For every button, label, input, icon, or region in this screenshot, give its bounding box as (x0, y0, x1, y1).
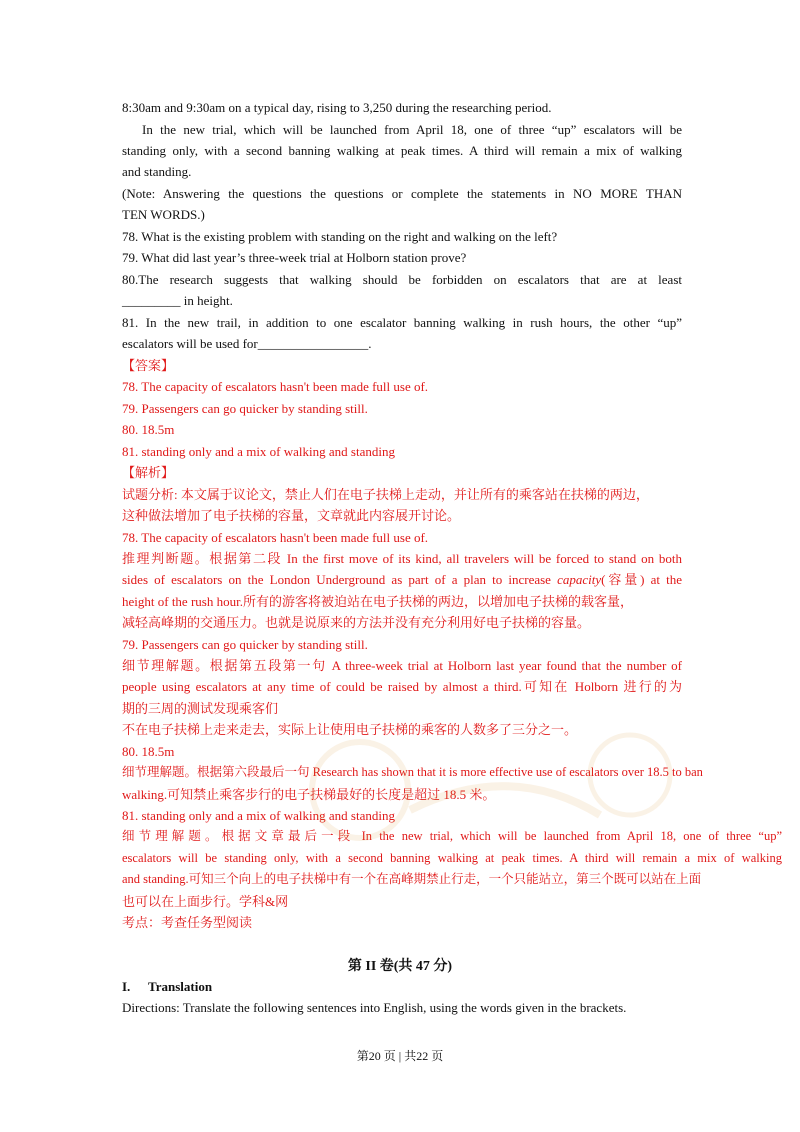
question-79: 79. What did last year’s three-week trial at Holborn station prove? (122, 250, 467, 265)
analysis-79-line: 细节理解题。根据第五段第一句 A three-week trial at Holborn last year found that the number of (122, 658, 682, 673)
passage-paragraph-line: standing only, with a second banning walking at peak times. A third will remain a mix of walking (122, 143, 682, 158)
analysis-heading: 【解析】 (122, 465, 175, 480)
directions: Directions: Translate the following sentences into English, using the words given in the brackets. (122, 1000, 627, 1015)
part-number: I. (122, 979, 131, 994)
part-heading (122, 976, 682, 997)
analysis-intro-line: 这种做法增加了电子扶梯的容量，文章就此内容展开讨论。 (122, 508, 461, 523)
analysis-81-line: 也可以在上面步行。学科&网 (122, 894, 289, 909)
analysis-answer-80: 80. 18.5m (122, 744, 175, 759)
analysis-78-italic-word: capacity (557, 572, 602, 587)
analysis-78-line: 减轻高峰期的交通压力。也就是说原来的方法并没有充分利用好电子扶梯的容量。 (122, 615, 591, 630)
passage-paragraph-line: In the new trial, which will be launched from April 18, one of three “up” escalators will be (142, 122, 682, 137)
analysis-79-line: people using escalators at any time of could be raised by almost a third.可知在 Holborn 进行的为 (122, 679, 682, 694)
analysis-intro-line: 试题分析: 本文属于议论文，禁止人们在电子扶梯上走动，并让所有的乘客站在扶梯的两边， (122, 487, 649, 502)
analysis-81-line: 细节理解题。根据文章最后一段 In the new trial, which will be launched from April 18, one of three “up” (122, 829, 782, 843)
analysis-78-text: sides of escalators on the London Underground as part of a plan to increase (122, 572, 558, 587)
analysis-answer-79: 79. Passengers can go quicker by standing still. (122, 637, 368, 652)
analysis-78-text: (容量) at the (601, 572, 682, 587)
answer-80: 80. 18.5m (122, 422, 175, 437)
answer-heading: 【答案】 (122, 358, 175, 373)
note-line: (Note: Answering the questions the questions or complete the statements in NO MORE THAN (122, 186, 682, 201)
note-line: TEN WORDS.) (122, 207, 205, 222)
page-footer: 第20 页 | 共22 页 (356, 1049, 444, 1063)
analysis-78-line (122, 569, 682, 590)
analysis-answer-78: 78. The capacity of escalators hasn't been made full use of. (122, 530, 429, 545)
analysis-81-line: escalators will be standing only, with a second banning walking at peak times. A third will remain a mix of walking (122, 851, 782, 865)
analysis-80-line: 细节理解题。根据第六段最后一句 Research has shown that it is more effective use of escalators over 18.5 to ban (122, 765, 703, 779)
analysis-78-line: height of the rush hour.所有的游客将被迫站在电子扶梯的两边，以增加电子扶梯的载客量， (122, 594, 633, 609)
part-name: Translation (148, 979, 213, 994)
section-title: 第 II 卷(共 47 分) (347, 959, 453, 974)
question-80-blank: _________ in height. (122, 293, 233, 308)
analysis-79-line: 不在电子扶梯上走来走去，实际上让使用电子扶梯的乘客的人数多了三分之一。 (122, 722, 578, 737)
question-78: 78. What is the existing problem with standing on the right and walking on the left? (122, 229, 558, 244)
answer-79: 79. Passengers can go quicker by standing still. (122, 401, 368, 416)
analysis-answer-81: 81. standing only and a mix of walking and standing (122, 808, 395, 823)
analysis-80-line: walking.可知禁止乘客步行的电子扶梯最好的长度是超过 18.5 米。 (122, 787, 496, 802)
question-81: 81. In the new trail, in addition to one escalator banning walking in rush hours, the other “up” (122, 315, 682, 330)
answer-81: 81. standing only and a mix of walking and standing (122, 444, 395, 459)
question-80: 80.The research suggests that walking should be forbidden on escalators that are at least (122, 272, 682, 287)
passage-paragraph-line: and standing. (122, 164, 192, 179)
analysis-79-line: 期的三周的测试发现乘客们 (122, 701, 279, 716)
kaodian: 考点：考查任务型阅读 (122, 915, 253, 930)
answer-78: 78. The capacity of escalators hasn't been made full use of. (122, 379, 429, 394)
passage-line: 8:30am and 9:30am on a typical day, rising to 3,250 during the researching period. (122, 100, 552, 115)
analysis-81-line: and standing.可知三个向上的电子扶梯中有一个在高峰期禁止行走，一个只能站立，第三个既可以站在上面 (122, 872, 702, 886)
question-81-blank: escalators will be used for_________________. (122, 336, 372, 351)
analysis-78-line: 推理判断题。根据第二段 In the first move of its kind, all travelers will be forced to stand on both (122, 551, 682, 566)
